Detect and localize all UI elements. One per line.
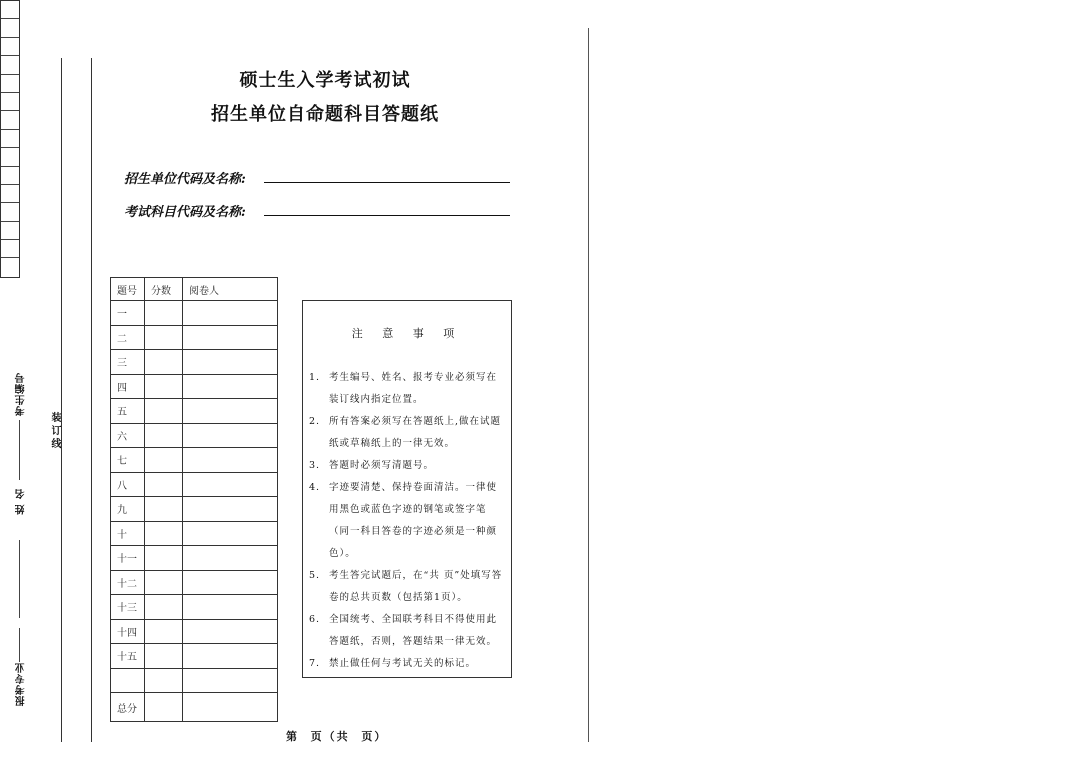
table-row bbox=[111, 497, 278, 522]
binding-rule-right bbox=[91, 58, 92, 742]
candidate-number-box[interactable] bbox=[1, 19, 19, 37]
table-row bbox=[111, 619, 278, 644]
grader-cell[interactable] bbox=[183, 325, 278, 350]
question-number-cell: 三 bbox=[111, 350, 145, 375]
page-edge-rule bbox=[588, 28, 589, 742]
question-number-cell: 十三 bbox=[111, 595, 145, 620]
candidate-number-box[interactable] bbox=[1, 111, 19, 129]
notice-item-text: 考生答完试题后，在“共 页”处填写答卷的总共页数（包括第1页）。 bbox=[329, 570, 503, 603]
notice-item bbox=[309, 367, 507, 411]
notice-item-text: 答题时必须写清题号。 bbox=[329, 460, 435, 471]
candidate-number-box[interactable] bbox=[1, 185, 19, 203]
score-table-header-cell: 阅卷人 bbox=[183, 278, 278, 301]
notice-title: 注 意 事 项 bbox=[351, 327, 463, 340]
candidate-number-box[interactable] bbox=[1, 130, 19, 148]
notice-item-number: 7. bbox=[309, 658, 321, 669]
candidate-number-label: 考生编号 bbox=[16, 372, 27, 416]
question-number-cell: 十一 bbox=[111, 546, 145, 571]
grader-cell[interactable] bbox=[183, 570, 278, 595]
question-number-cell bbox=[111, 668, 145, 693]
grader-cell[interactable] bbox=[183, 497, 278, 522]
score-cell[interactable] bbox=[145, 497, 183, 522]
score-cell[interactable] bbox=[145, 595, 183, 620]
grader-cell[interactable] bbox=[183, 301, 278, 326]
question-number-cell: 十 bbox=[111, 521, 145, 546]
table-row bbox=[111, 570, 278, 595]
grader-cell[interactable] bbox=[183, 374, 278, 399]
table-row bbox=[111, 546, 278, 571]
grader-cell[interactable] bbox=[183, 472, 278, 497]
question-number-cell: 四 bbox=[111, 374, 145, 399]
grader-cell[interactable] bbox=[183, 668, 278, 693]
name-line bbox=[19, 540, 20, 618]
candidate-number-box[interactable] bbox=[1, 258, 19, 276]
score-cell[interactable] bbox=[145, 668, 183, 693]
table-row bbox=[111, 521, 278, 546]
grader-cell[interactable] bbox=[183, 546, 278, 571]
binding-rule-left bbox=[61, 58, 62, 742]
question-number-cell: 五 bbox=[111, 399, 145, 424]
notice-item-text: 字迹要清楚、保持卷面清洁。一律使用黑色或蓝色字迹的钢笔或签字笔（同一科目答卷的字迹必须是一种颜色）。 bbox=[329, 482, 498, 559]
candidate-number-box[interactable] bbox=[1, 148, 19, 166]
question-number-cell: 六 bbox=[111, 423, 145, 448]
question-number-cell: 十二 bbox=[111, 570, 145, 595]
candidate-number-box[interactable] bbox=[1, 167, 19, 185]
score-cell[interactable] bbox=[145, 546, 183, 571]
candidate-number-box[interactable] bbox=[1, 1, 19, 19]
notice-item bbox=[309, 565, 507, 609]
major-label: 报考专业 bbox=[16, 662, 27, 706]
table-row bbox=[111, 448, 278, 473]
question-number-cell: 二 bbox=[111, 325, 145, 350]
score-cell[interactable] bbox=[145, 399, 183, 424]
table-row bbox=[111, 350, 278, 375]
question-number-cell: 十四 bbox=[111, 619, 145, 644]
institution-label: 招生单位代码及名称: bbox=[124, 172, 246, 187]
notice-item bbox=[309, 653, 507, 675]
notice-item-text: 所有答案必须写在答题纸上,做在试题纸或草稿纸上的一律无效。 bbox=[329, 416, 502, 449]
question-number-cell: 一 bbox=[111, 301, 145, 326]
question-number-cell: 八 bbox=[111, 472, 145, 497]
total-grader-cell[interactable] bbox=[183, 693, 278, 722]
candidate-number-box[interactable] bbox=[1, 75, 19, 93]
table-row bbox=[111, 325, 278, 350]
subject-label: 考试科目代码及名称: bbox=[124, 205, 246, 220]
grader-cell[interactable] bbox=[183, 619, 278, 644]
exam-title: 硕士生入学考试初试 bbox=[239, 70, 411, 91]
question-number-cell: 七 bbox=[111, 448, 145, 473]
grader-cell[interactable] bbox=[183, 350, 278, 375]
notice-item-number: 6. bbox=[309, 614, 321, 625]
table-row bbox=[111, 472, 278, 497]
notice-item-number: 5. bbox=[309, 570, 321, 581]
score-cell[interactable] bbox=[145, 448, 183, 473]
score-cell[interactable] bbox=[145, 423, 183, 448]
answer-sheet-title: 招生单位自命题科目答题纸 bbox=[211, 104, 439, 125]
total-score-cell[interactable] bbox=[145, 693, 183, 722]
notice-item-number: 2. bbox=[309, 416, 321, 427]
score-cell[interactable] bbox=[145, 350, 183, 375]
score-table-header-cell: 分数 bbox=[145, 278, 183, 301]
score-cell[interactable] bbox=[145, 521, 183, 546]
notice-item bbox=[309, 609, 507, 653]
major-line bbox=[19, 628, 20, 662]
table-row bbox=[111, 423, 278, 448]
candidate-number-line bbox=[19, 420, 20, 480]
total-row bbox=[111, 693, 278, 722]
table-row bbox=[111, 668, 278, 693]
notice-item-number: 4. bbox=[309, 482, 321, 493]
table-row bbox=[111, 595, 278, 620]
subject-field[interactable] bbox=[264, 215, 510, 216]
notice-box bbox=[302, 300, 512, 678]
notice-item-number: 3. bbox=[309, 460, 321, 471]
candidate-number-box[interactable] bbox=[1, 93, 19, 111]
table-row bbox=[111, 374, 278, 399]
score-cell[interactable] bbox=[145, 472, 183, 497]
score-table-header bbox=[111, 278, 278, 301]
grader-cell[interactable] bbox=[183, 644, 278, 669]
candidate-number-boxes[interactable] bbox=[0, 0, 20, 278]
score-table bbox=[110, 277, 278, 722]
candidate-number-box[interactable] bbox=[1, 222, 19, 240]
grader-cell[interactable] bbox=[183, 423, 278, 448]
score-cell[interactable] bbox=[145, 325, 183, 350]
candidate-number-box[interactable] bbox=[1, 240, 19, 258]
binding-line-label: 装订线 bbox=[49, 412, 60, 451]
score-cell[interactable] bbox=[145, 301, 183, 326]
total-label-cell: 总分 bbox=[111, 693, 145, 722]
name-label: 姓 名 bbox=[16, 488, 27, 515]
notice-item-number: 1. bbox=[309, 372, 321, 383]
notice-item bbox=[309, 477, 507, 565]
candidate-number-box[interactable] bbox=[1, 38, 19, 56]
notice-item bbox=[309, 411, 507, 455]
candidate-number-box[interactable] bbox=[1, 56, 19, 74]
notice-item-text: 禁止做任何与考试无关的标记。 bbox=[329, 658, 477, 669]
question-number-cell: 十五 bbox=[111, 644, 145, 669]
table-row bbox=[111, 301, 278, 326]
score-cell[interactable] bbox=[145, 374, 183, 399]
institution-field[interactable] bbox=[264, 182, 510, 183]
table-row bbox=[111, 644, 278, 669]
question-number-cell: 九 bbox=[111, 497, 145, 522]
grader-cell[interactable] bbox=[183, 595, 278, 620]
page-count-footer: 第 页（共 页） bbox=[286, 730, 388, 743]
notice-item bbox=[309, 455, 507, 477]
score-table-header-cell: 题号 bbox=[111, 278, 145, 301]
notice-item-text: 考生编号、姓名、报考专业必须写在装订线内指定位置。 bbox=[329, 372, 498, 405]
score-cell[interactable] bbox=[145, 644, 183, 669]
grader-cell[interactable] bbox=[183, 521, 278, 546]
candidate-number-box[interactable] bbox=[1, 203, 19, 221]
notice-item-text: 全国统考、全国联考科目不得使用此答题纸，否则，答题结果一律无效。 bbox=[329, 614, 498, 647]
table-row bbox=[111, 399, 278, 424]
score-cell[interactable] bbox=[145, 570, 183, 595]
grader-cell[interactable] bbox=[183, 448, 278, 473]
grader-cell[interactable] bbox=[183, 399, 278, 424]
score-cell[interactable] bbox=[145, 619, 183, 644]
